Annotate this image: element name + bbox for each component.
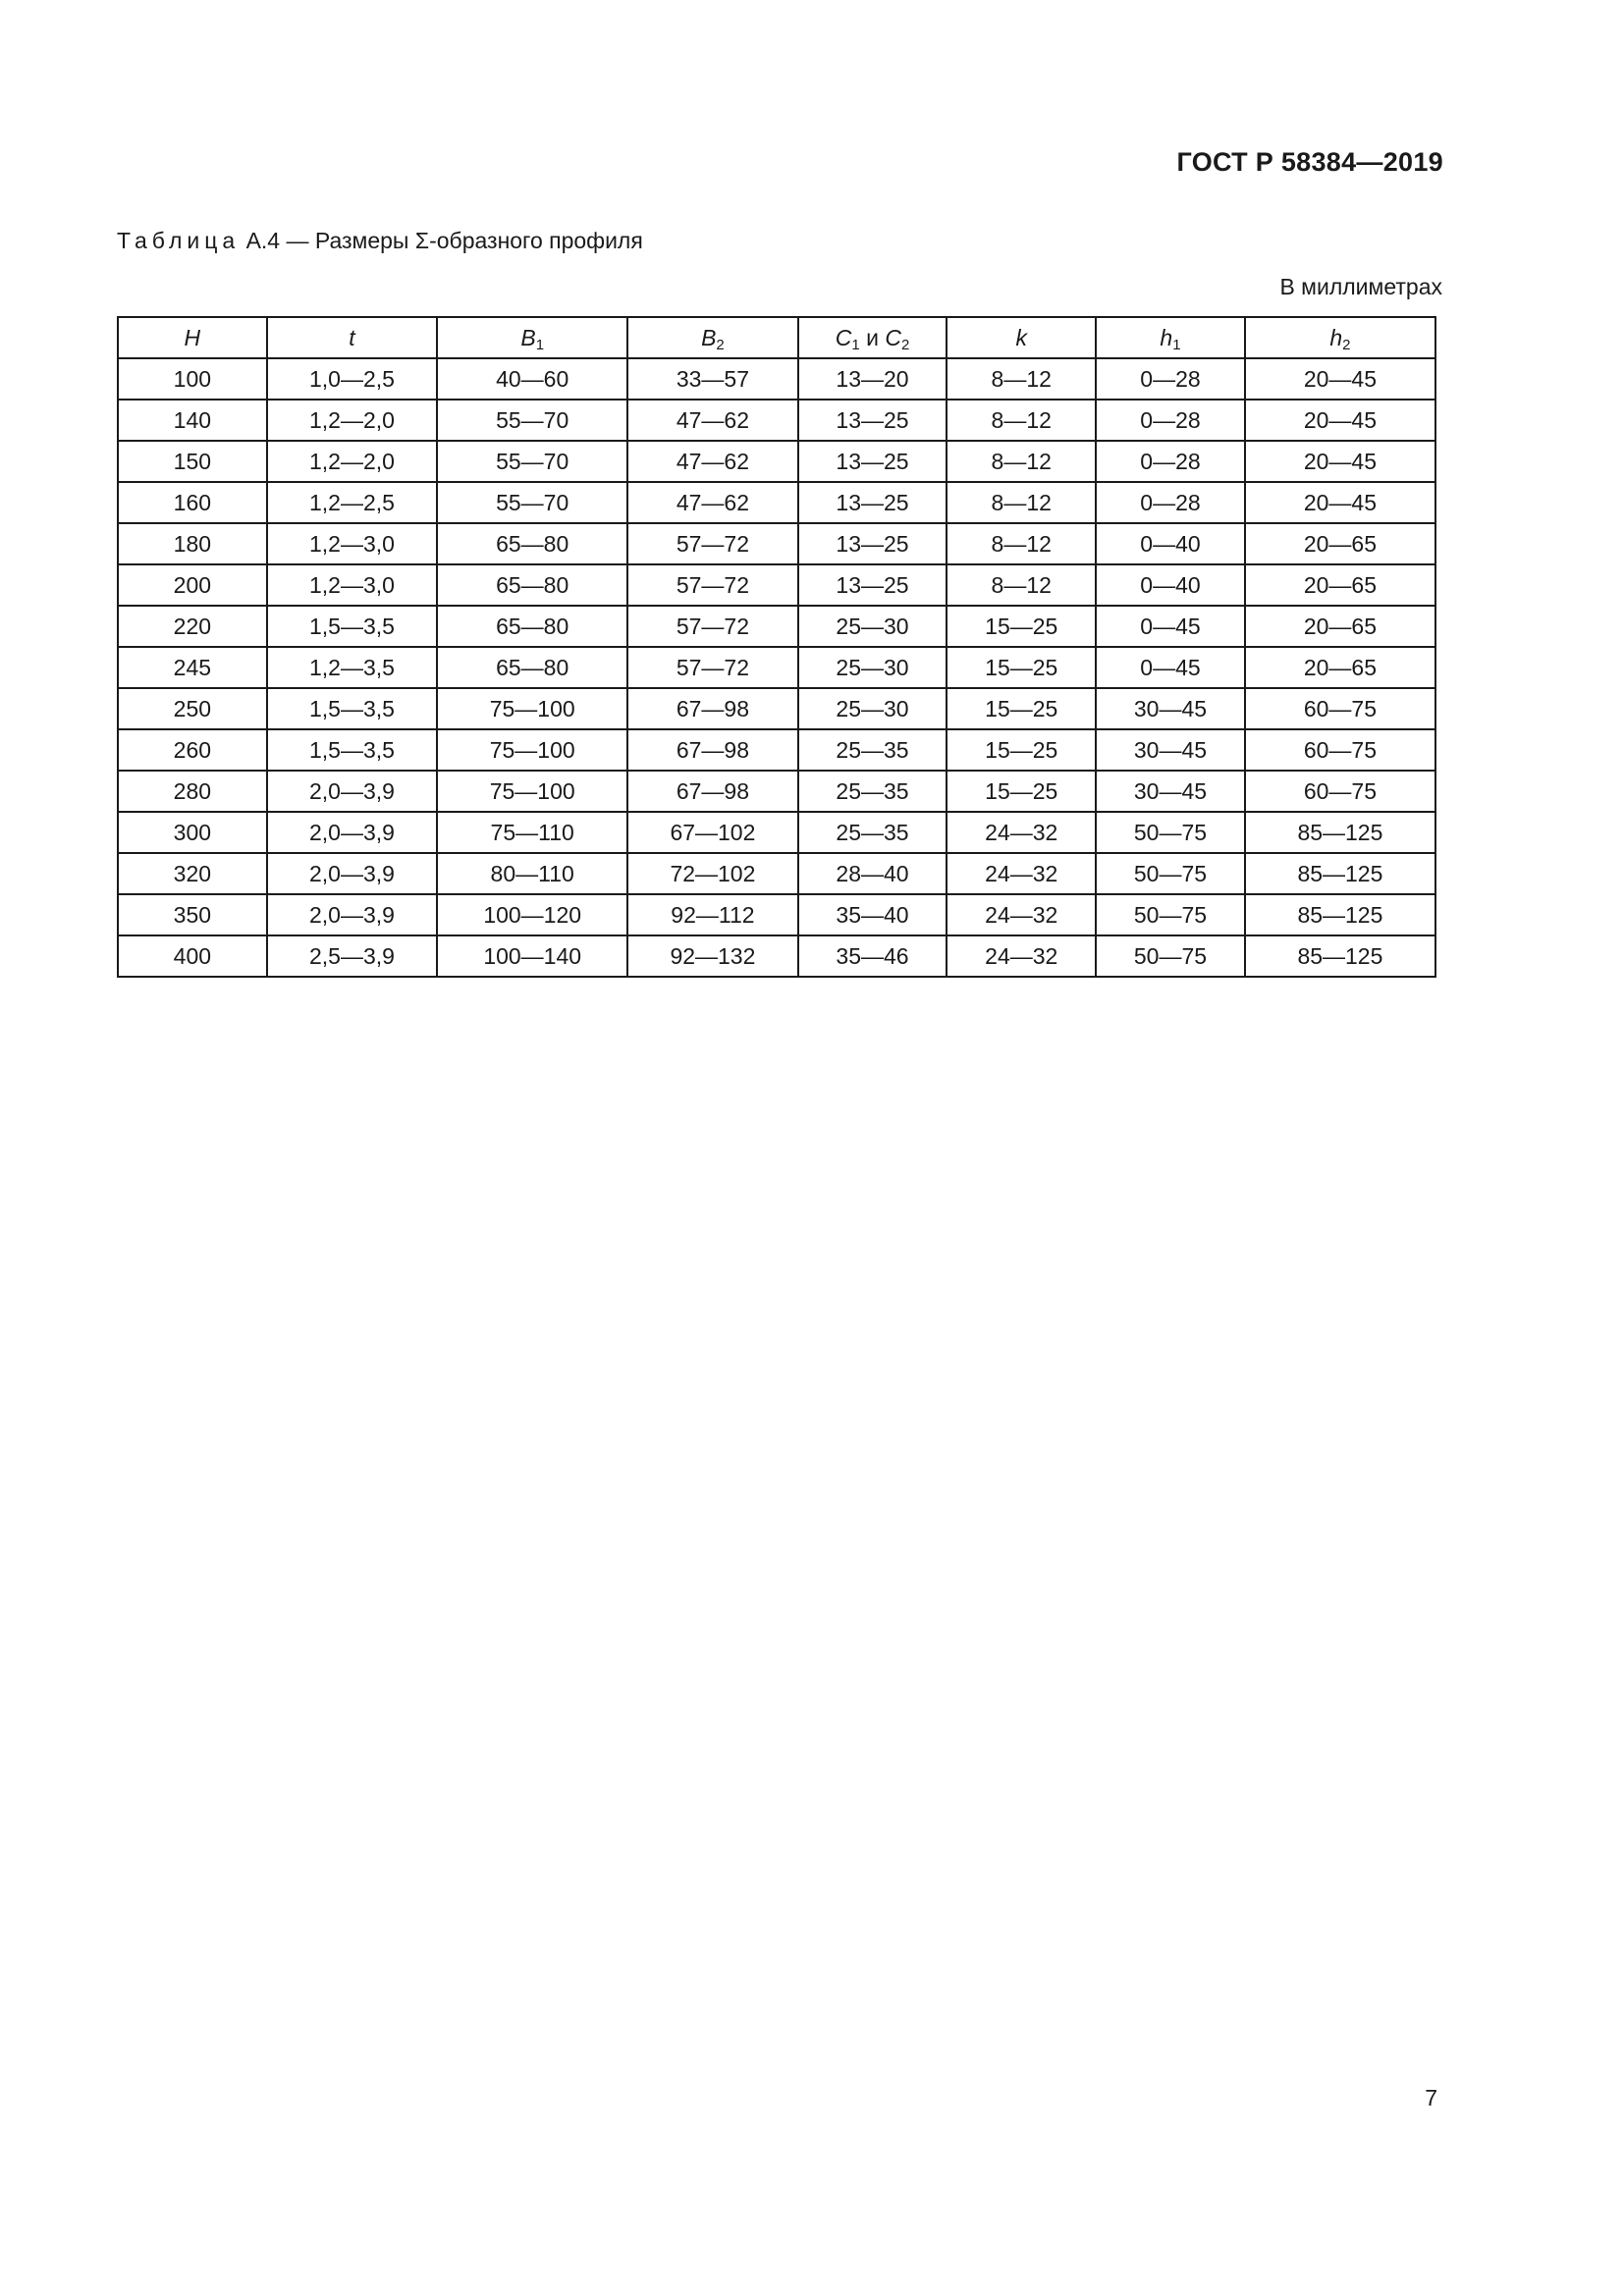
table-cell: 50—75 (1096, 812, 1245, 853)
table-cell: 100—120 (437, 894, 627, 935)
table-cell: 75—100 (437, 771, 627, 812)
table-cell: 15—25 (947, 606, 1096, 647)
table-cell: 2,0—3,9 (267, 853, 437, 894)
table-cell: 350 (118, 894, 267, 935)
table-cell: 8—12 (947, 523, 1096, 564)
table-cell: 55—70 (437, 400, 627, 441)
table-cell: 2,0—3,9 (267, 771, 437, 812)
table-cell: 30—45 (1096, 771, 1245, 812)
table-cell: 24—32 (947, 853, 1096, 894)
table-cell: 13—25 (798, 441, 947, 482)
table-cell: 20—65 (1245, 523, 1435, 564)
table-cell: 80—110 (437, 853, 627, 894)
table-cell: 57—72 (627, 564, 797, 606)
table-cell: 20—45 (1245, 441, 1435, 482)
table-cell: 20—65 (1245, 606, 1435, 647)
table-cell: 13—25 (798, 523, 947, 564)
table-cell: 47—62 (627, 482, 797, 523)
table-header-row (118, 317, 1435, 358)
table-cell: 33—57 (627, 358, 797, 400)
table-cell: 57—72 (627, 523, 797, 564)
column-header-k: k (947, 317, 1096, 358)
table-row (118, 606, 1435, 647)
table-row (118, 400, 1435, 441)
table-cell: 100 (118, 358, 267, 400)
table-cell: 245 (118, 647, 267, 688)
table-caption (117, 228, 643, 254)
table-cell: 1,2—3,5 (267, 647, 437, 688)
table-cell: 24—32 (947, 935, 1096, 977)
table-cell: 1,2—3,0 (267, 523, 437, 564)
table-cell: 1,2—2,0 (267, 400, 437, 441)
table-cell: 1,5—3,5 (267, 606, 437, 647)
table-cell: 8—12 (947, 400, 1096, 441)
table-row (118, 771, 1435, 812)
table-row (118, 482, 1435, 523)
table-row (118, 441, 1435, 482)
table-cell: 220 (118, 606, 267, 647)
column-header-H: H (118, 317, 267, 358)
table-cell: 20—65 (1245, 564, 1435, 606)
table-cell: 50—75 (1096, 935, 1245, 977)
table-cell: 0—45 (1096, 606, 1245, 647)
table-cell: 24—32 (947, 894, 1096, 935)
table-cell: 15—25 (947, 729, 1096, 771)
table-cell: 0—40 (1096, 523, 1245, 564)
table-cell: 65—80 (437, 647, 627, 688)
table-cell: 85—125 (1245, 935, 1435, 977)
table-cell: 25—35 (798, 812, 947, 853)
table-cell: 85—125 (1245, 812, 1435, 853)
table-cell: 15—25 (947, 647, 1096, 688)
table-cell: 0—28 (1096, 358, 1245, 400)
document-code: ГОСТ Р 58384—2019 (1176, 147, 1443, 177)
table-cell: 13—25 (798, 482, 947, 523)
table-cell: 250 (118, 688, 267, 729)
table-cell: 25—30 (798, 647, 947, 688)
table-cell: 2,0—3,9 (267, 812, 437, 853)
column-header-h2: $h_2$ (1245, 317, 1435, 358)
table-cell: 2,5—3,9 (267, 935, 437, 977)
table-cell: 1,2—3,0 (267, 564, 437, 606)
table-cell: 60—75 (1245, 688, 1435, 729)
table-cell: 65—80 (437, 606, 627, 647)
table-cell: 280 (118, 771, 267, 812)
table-cell: 0—28 (1096, 441, 1245, 482)
table-cell: 100—140 (437, 935, 627, 977)
table-cell: 13—25 (798, 400, 947, 441)
table-cell: 65—80 (437, 523, 627, 564)
table-cell: 160 (118, 482, 267, 523)
table-cell: 92—132 (627, 935, 797, 977)
table-cell: 67—98 (627, 688, 797, 729)
table-cell: 1,2—2,0 (267, 441, 437, 482)
table-row (118, 358, 1435, 400)
table-cell: 40—60 (437, 358, 627, 400)
table-cell: 200 (118, 564, 267, 606)
table-row (118, 647, 1435, 688)
table-body (118, 358, 1435, 977)
column-header-h1: $h_1$ (1096, 317, 1245, 358)
table-row (118, 894, 1435, 935)
profile-dimensions-table (117, 316, 1436, 978)
table-cell: 60—75 (1245, 729, 1435, 771)
table-cell: 0—28 (1096, 400, 1245, 441)
table-row (118, 935, 1435, 977)
table-cell: 8—12 (947, 441, 1096, 482)
table-cell: 92—112 (627, 894, 797, 935)
table-row (118, 564, 1435, 606)
table-cell: 72—102 (627, 853, 797, 894)
table-cell: 25—30 (798, 606, 947, 647)
table-cell: 20—65 (1245, 647, 1435, 688)
table-cell: 13—20 (798, 358, 947, 400)
table-cell: 25—35 (798, 771, 947, 812)
table-cell: 65—80 (437, 564, 627, 606)
table-cell: 47—62 (627, 400, 797, 441)
table-cell: 1,0—2,5 (267, 358, 437, 400)
table-row (118, 688, 1435, 729)
column-header-t: t (267, 317, 437, 358)
caption-label: Таблица (117, 228, 241, 253)
table-cell: 55—70 (437, 482, 627, 523)
table-cell: 20—45 (1245, 400, 1435, 441)
table-cell: 320 (118, 853, 267, 894)
table-cell: 24—32 (947, 812, 1096, 853)
table-cell: 75—100 (437, 688, 627, 729)
table-cell: 0—45 (1096, 647, 1245, 688)
table-cell: 30—45 (1096, 729, 1245, 771)
table-cell: 150 (118, 441, 267, 482)
table-cell: 13—25 (798, 564, 947, 606)
table-cell: 25—30 (798, 688, 947, 729)
table-cell: 1,2—2,5 (267, 482, 437, 523)
table-cell: 8—12 (947, 482, 1096, 523)
table-cell: 1,5—3,5 (267, 729, 437, 771)
table-cell: 85—125 (1245, 853, 1435, 894)
table-cell: 180 (118, 523, 267, 564)
table-cell: 75—110 (437, 812, 627, 853)
table-row (118, 853, 1435, 894)
table-cell: 2,0—3,9 (267, 894, 437, 935)
table-cell: 67—98 (627, 771, 797, 812)
table-cell: 57—72 (627, 606, 797, 647)
table-cell: 75—100 (437, 729, 627, 771)
table-cell: 0—40 (1096, 564, 1245, 606)
table-row (118, 523, 1435, 564)
units-note: В миллиметрах (1279, 274, 1442, 299)
table-cell: 140 (118, 400, 267, 441)
table-cell: 260 (118, 729, 267, 771)
table-cell: 47—62 (627, 441, 797, 482)
table-cell: 67—98 (627, 729, 797, 771)
table-cell: 1,5—3,5 (267, 688, 437, 729)
table-cell: 85—125 (1245, 894, 1435, 935)
table-row (118, 729, 1435, 771)
table-cell: 30—45 (1096, 688, 1245, 729)
table-cell: 67—102 (627, 812, 797, 853)
column-header-C1-C2: $C_1$ и $C_2$ (798, 317, 947, 358)
table-cell: 400 (118, 935, 267, 977)
table-cell: 8—12 (947, 358, 1096, 400)
page-number: 7 (1425, 2085, 1437, 2110)
table-cell: 60—75 (1245, 771, 1435, 812)
column-header-B1: $B_1$ (437, 317, 627, 358)
table-cell: 15—25 (947, 771, 1096, 812)
table-cell: 20—45 (1245, 482, 1435, 523)
caption-text: А.4 — Размеры Σ-образного профиля (240, 228, 643, 253)
table-cell: 0—28 (1096, 482, 1245, 523)
table-cell: 57—72 (627, 647, 797, 688)
table-cell: 300 (118, 812, 267, 853)
table-cell: 28—40 (798, 853, 947, 894)
table-cell: 35—46 (798, 935, 947, 977)
table-cell: 50—75 (1096, 853, 1245, 894)
table-cell: 8—12 (947, 564, 1096, 606)
table-cell: 15—25 (947, 688, 1096, 729)
table-cell: 20—45 (1245, 358, 1435, 400)
column-header-B2: $B_2$ (627, 317, 797, 358)
table-cell: 25—35 (798, 729, 947, 771)
table-row (118, 812, 1435, 853)
table-cell: 50—75 (1096, 894, 1245, 935)
table-cell: 35—40 (798, 894, 947, 935)
table-cell: 55—70 (437, 441, 627, 482)
